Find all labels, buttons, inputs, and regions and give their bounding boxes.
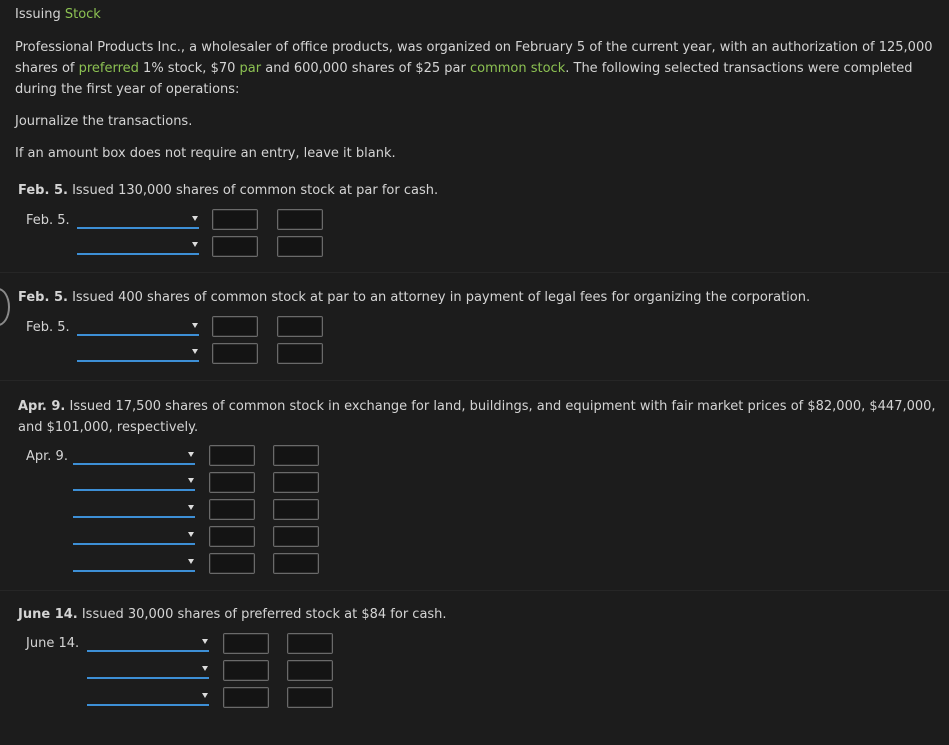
entry-4-account-select-2[interactable] bbox=[87, 661, 209, 679]
entry-3-debit-1[interactable] bbox=[209, 445, 255, 466]
par-link[interactable]: par bbox=[239, 61, 262, 76]
entry-3-credit-4[interactable] bbox=[273, 526, 319, 547]
preferred-link[interactable]: preferred bbox=[78, 61, 139, 76]
entry-3-debit-4[interactable] bbox=[209, 526, 255, 547]
entry-1-date: Feb. 5. bbox=[26, 213, 70, 228]
entry-2-debit-1[interactable] bbox=[212, 316, 258, 337]
transaction-3-description bbox=[18, 396, 938, 438]
transaction-2-text: Issued 400 shares of common stock at par to an attorney in payment of legal fees for organizing the corporation. bbox=[67, 290, 811, 305]
scroll-handle-icon[interactable] bbox=[0, 288, 10, 326]
chevron-down-icon bbox=[188, 505, 194, 510]
entry-1-debit-1[interactable] bbox=[212, 209, 258, 230]
entry-2-account-select-2[interactable] bbox=[77, 344, 199, 362]
entry-4-debit-2[interactable] bbox=[223, 660, 269, 681]
divider bbox=[0, 590, 949, 591]
entry-3-date: Apr. 9. bbox=[26, 449, 68, 464]
entry-4-credit-1[interactable] bbox=[287, 633, 333, 654]
entry-4-credit-2[interactable] bbox=[287, 660, 333, 681]
entry-1-debit-2[interactable] bbox=[212, 236, 258, 257]
chevron-down-icon bbox=[188, 532, 194, 537]
entry-4-debit-1[interactable] bbox=[223, 633, 269, 654]
page-title bbox=[15, 7, 101, 22]
entry-3-credit-3[interactable] bbox=[273, 499, 319, 520]
title-prefix: Issuing bbox=[15, 7, 65, 22]
entry-4-credit-3[interactable] bbox=[287, 687, 333, 708]
chevron-down-icon bbox=[192, 216, 198, 221]
common-stock-link[interactable]: common stock bbox=[469, 61, 566, 76]
entry-3-credit-2[interactable] bbox=[273, 472, 319, 493]
chevron-down-icon bbox=[202, 693, 208, 698]
entry-2-date: Feb. 5. bbox=[26, 320, 70, 335]
intro-text-1: Professional Products Inc., a wholesaler of office products, was organized on February 5 of the current year, with an authorization of 125,000 shares of bbox=[15, 40, 933, 76]
entry-3-account-select-1[interactable] bbox=[73, 447, 195, 465]
entry-3-account-select-3[interactable] bbox=[73, 500, 195, 518]
entry-1-account-select-2[interactable] bbox=[77, 237, 199, 255]
entry-2-credit-2[interactable] bbox=[277, 343, 323, 364]
intro-paragraph bbox=[15, 37, 935, 100]
instruction-blank: If an amount box does not require an entry, leave it blank. bbox=[15, 146, 396, 161]
transaction-1-description bbox=[18, 180, 938, 201]
transaction-1-text: Issued 130,000 shares of common stock at par for cash. bbox=[67, 183, 439, 198]
entry-3-account-select-2[interactable] bbox=[73, 473, 195, 491]
chevron-down-icon bbox=[188, 452, 194, 457]
chevron-down-icon bbox=[188, 478, 194, 483]
entry-3-debit-5[interactable] bbox=[209, 553, 255, 574]
entry-3-account-select-4[interactable] bbox=[73, 527, 195, 545]
entry-3-debit-2[interactable] bbox=[209, 472, 255, 493]
stock-link[interactable]: Stock bbox=[64, 7, 101, 22]
divider bbox=[0, 380, 949, 381]
transaction-4-text: Issued 30,000 shares of preferred stock at $84 for cash. bbox=[77, 607, 447, 622]
transaction-1-date: Feb. 5. bbox=[18, 183, 68, 198]
chevron-down-icon bbox=[192, 349, 198, 354]
transaction-4-date: June 14. bbox=[18, 607, 78, 622]
entry-1-credit-1[interactable] bbox=[277, 209, 323, 230]
intro-text-4: . The following selected transactions were completed during the first year of operations: bbox=[15, 61, 913, 97]
entry-4-account-select-3[interactable] bbox=[87, 688, 209, 706]
transaction-2-description bbox=[18, 287, 938, 308]
entry-1-credit-2[interactable] bbox=[277, 236, 323, 257]
chevron-down-icon bbox=[202, 666, 208, 671]
transaction-3-text: Issued 17,500 shares of common stock in exchange for land, buildings, and equipment with fair market prices of $82,000, $447,000, and $101,000, respectively. bbox=[18, 399, 936, 435]
chevron-down-icon bbox=[202, 639, 208, 644]
intro-text-2: 1% stock, $70 bbox=[138, 61, 240, 76]
chevron-down-icon bbox=[192, 323, 198, 328]
entry-4-account-select-1[interactable] bbox=[87, 634, 209, 652]
divider bbox=[0, 272, 949, 273]
entry-3-credit-5[interactable] bbox=[273, 553, 319, 574]
instruction-journalize: Journalize the transactions. bbox=[15, 114, 193, 129]
transaction-3-date: Apr. 9. bbox=[18, 399, 66, 414]
intro-text-3: and 600,000 shares of $25 par bbox=[261, 61, 470, 76]
transaction-2-date: Feb. 5. bbox=[18, 290, 68, 305]
entry-2-account-select-1[interactable] bbox=[77, 318, 199, 336]
entry-2-credit-1[interactable] bbox=[277, 316, 323, 337]
entry-3-debit-3[interactable] bbox=[209, 499, 255, 520]
entry-3-credit-1[interactable] bbox=[273, 445, 319, 466]
entry-3-account-select-5[interactable] bbox=[73, 554, 195, 572]
entry-4-date: June 14. bbox=[26, 636, 80, 651]
chevron-down-icon bbox=[192, 242, 198, 247]
entry-4-debit-3[interactable] bbox=[223, 687, 269, 708]
transaction-4-description bbox=[18, 604, 938, 625]
entry-2-debit-2[interactable] bbox=[212, 343, 258, 364]
entry-1-account-select-1[interactable] bbox=[77, 211, 199, 229]
chevron-down-icon bbox=[188, 559, 194, 564]
